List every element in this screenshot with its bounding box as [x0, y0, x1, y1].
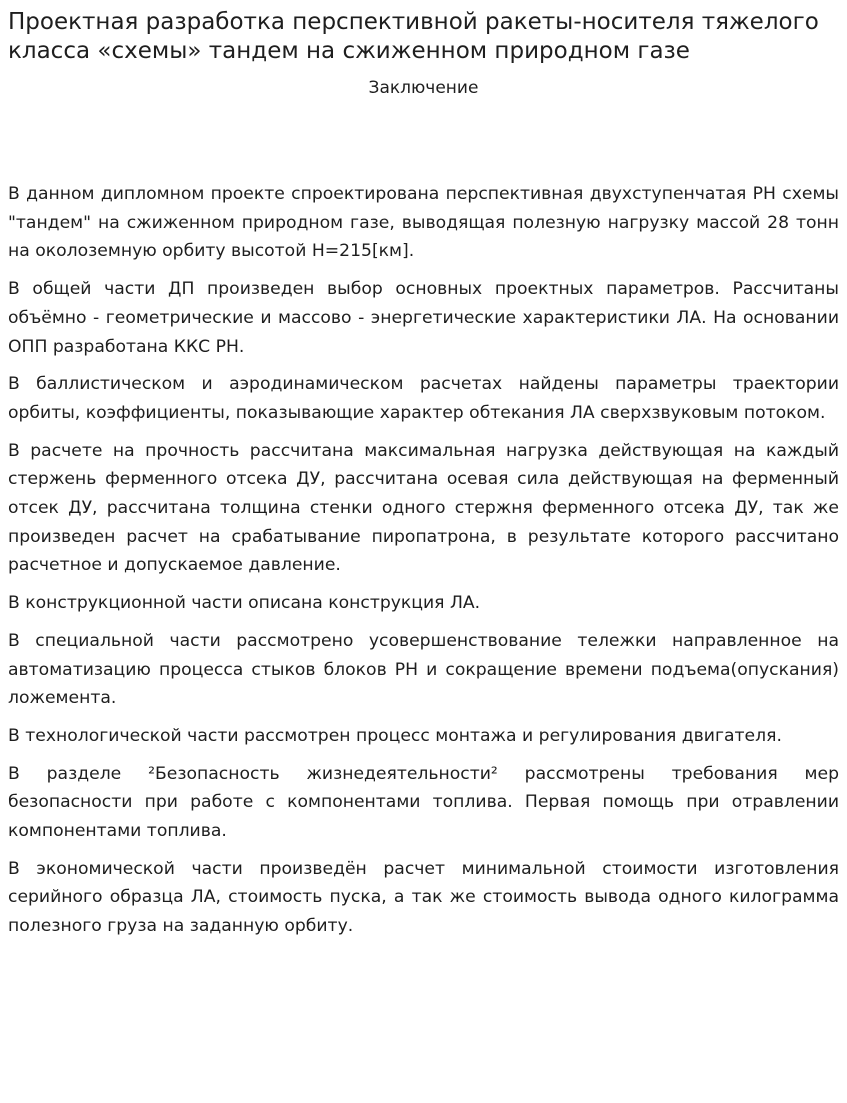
paragraph-economics: В экономической части произведён расчет минимальной стоимости изготовления серийного образца ЛА, стоимость пуска, а так же стоимость вывода одного килограмма полезного груза на заданную орбиту.: [8, 858, 839, 937]
section-heading: Заключение: [368, 78, 479, 98]
document-body: [8, 180, 839, 941]
paragraph-general-part: В общей части ДП произведен выбор основных проектных параметров. Рассчитаны объёмно - геометрические и массово - энергетические характеристики ЛА. На основании ОПП разработана ККС РН.: [8, 279, 839, 357]
paragraph-technology: В технологической части рассмотрен процесс монтажа и регулирования двигателя.: [8, 725, 782, 746]
paragraph-safety: В разделе ²Безопасность жизнедеятельности² рассмотрены требования мер безопасности при работе с компонентами топлива. Первая помощь при отравлении компонентами топлива.: [8, 763, 839, 842]
paragraph-special-part: В специальной части рассмотрено усовершенствование тележки направленное на автоматизацию процесса стыков блоков РН и сокращение времени подъема(опускания) ложемента.: [8, 630, 839, 709]
document-title: Проектная разработка перспективной ракеты-носителя тяжелого класса «схемы» тандем на сжиженном природном газе: [8, 9, 819, 64]
paragraph-summary: В данном дипломном проекте спроектирована перспективная двухступенчатая РН схемы "тандем" на сжиженном природном газе, выводящая полезную нагрузку массой 28 тонн на околоземную орбиту высотой H=215[км].: [8, 184, 839, 262]
document-page: [8, 8, 839, 950]
paragraph-strength: В расчете на прочность рассчитана максимальная нагрузка действующая на каждый стержень ферменного отсека ДУ, рассчитана осевая сила действующая на ферменный отсек ДУ, рассчитана толщина стенки одного стержня ферменного отсека ДУ, так же произведен расчет на срабатывание пиропатрона, в результате которого рассчитано расчетное и допускаемое давление.: [8, 440, 839, 576]
paragraph-construction: В конструкционной части описана конструкция ЛА.: [8, 593, 481, 614]
paragraph-ballistics: В баллистическом и аэродинамическом расчетах найдены параметры траектории орбиты, коэффициенты, показывающие характер обтекания ЛА сверхзвуковым потоком.: [8, 374, 839, 423]
